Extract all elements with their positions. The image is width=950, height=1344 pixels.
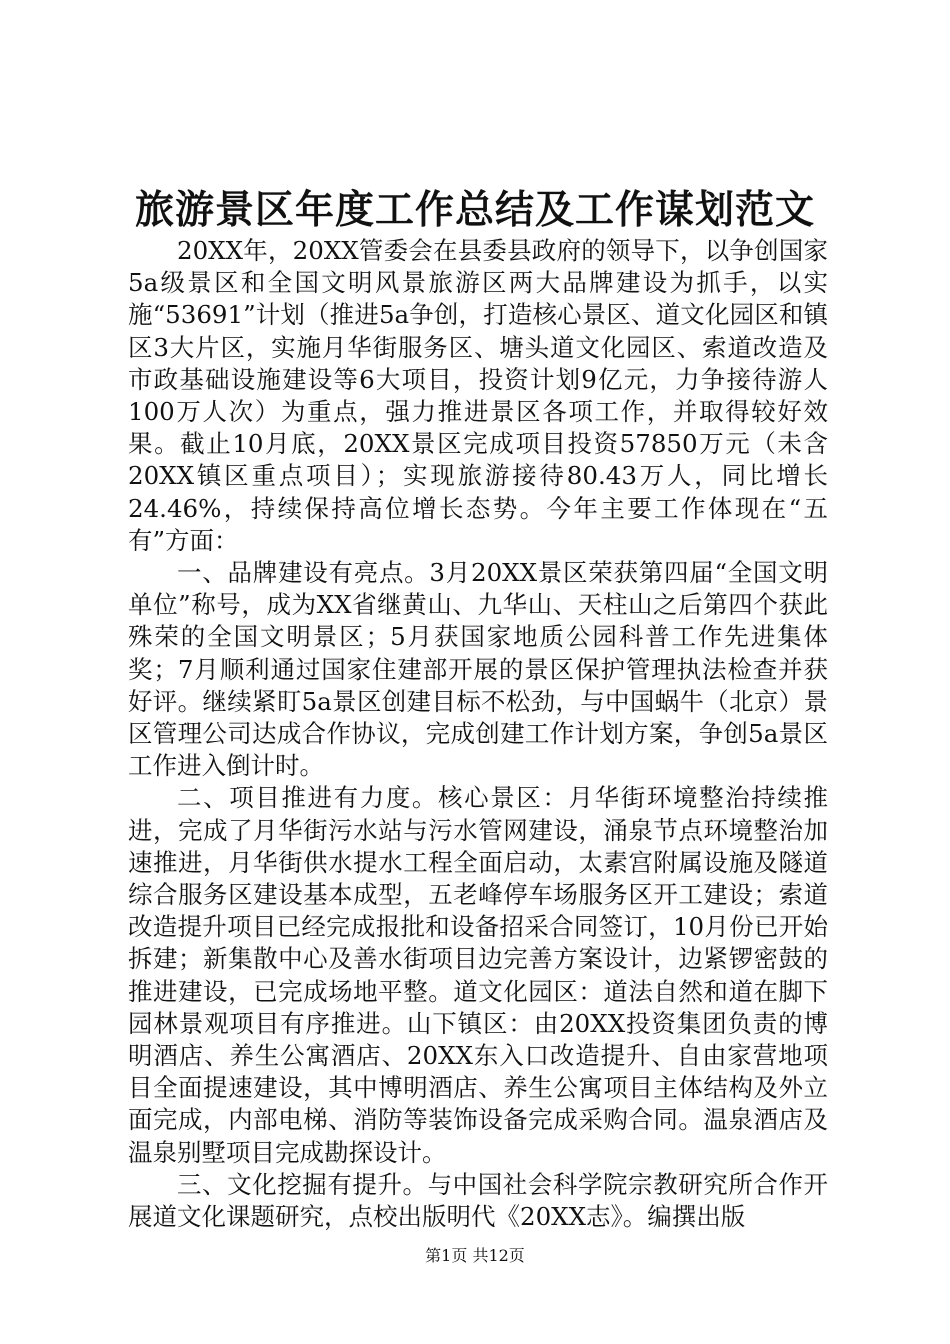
paragraph-brand: 一、品牌建设有亮点。3月20XX景区荣获第四届“全国文明单位”称号，成为XX省继黄山、九华山、天柱山之后第四个获此殊荣的全国文明景区；5月获国家地质公园科普工作先进集体奖；7月顺利通过国家住建部开展的景区保护管理执法检查并获好评。继续紧盯5a景区创建目标不松劲，与中国蜗牛（北京）景区管理公司达成合作协议，完成创建工作计划方案，争创5a景区工作进入倒计时。 bbox=[128, 558, 828, 781]
paragraph-projects: 二、项目推进有力度。核心景区：月华街环境整治持续推进，完成了月华街污水站与污水管网建设，涌泉节点环境整治加速推进，月华街供水提水工程全面启动，太素宫附属设施及隧道综合服务区建设基本成型，五老峰停车场服务区开工建设；索道改造提升项目已经完成报批和设备招采合同签订，10月份已开始拆建；新集散中心及善水街项目边完善方案设计，边紧锣密鼓的推进建设，已完成场地平整。道文化园区：道法自然和道在脚下园林景观项目有序推进。山下镇区：由20XX投资集团负责的博明酒店、养生公寓酒店、20XX东入口改造提升、自由家营地项目全面提速建设，其中博明酒店、养生公寓项目主体结构及外立面完成，内部电梯、消防等装饰设备完成采购合同。温泉酒店及温泉别墅项目完成勘探设计。 bbox=[128, 783, 828, 1167]
document-title: 旅游景区年度工作总结及工作谋划范文 bbox=[134, 187, 815, 233]
document-body bbox=[128, 235, 828, 1233]
paragraph-intro: 20XX年，20XX管委会在县委县政府的领导下，以争创国家5a级景区和全国文明风景旅游区两大品牌建设为抓手，以实施“53691”计划（推进5a争创，打造核心景区、道文化园区和镇区3大片区，实施月华街服务区、塘头道文化园区、索道改造及市政基础设施建设等6大项目，投资计划9亿元，力争接待游人100万人次）为重点，强力推进景区各项工作，并取得较好效果。截止10月底，20XX景区完成项目投资57850万元（未含20XX镇区重点项目）；实现旅游接待80.43万人，同比增长24.46%，持续保持高位增长态势。今年主要工作体现在“五有”方面： bbox=[128, 236, 828, 555]
paragraph-culture: 三、文化挖掘有提升。与中国社会科学院宗教研究所合作开展道文化课题研究，点校出版明代《20XX志》。编撰出版 bbox=[128, 1169, 828, 1232]
page-footer: 第1页 共12页 bbox=[425, 1246, 525, 1265]
